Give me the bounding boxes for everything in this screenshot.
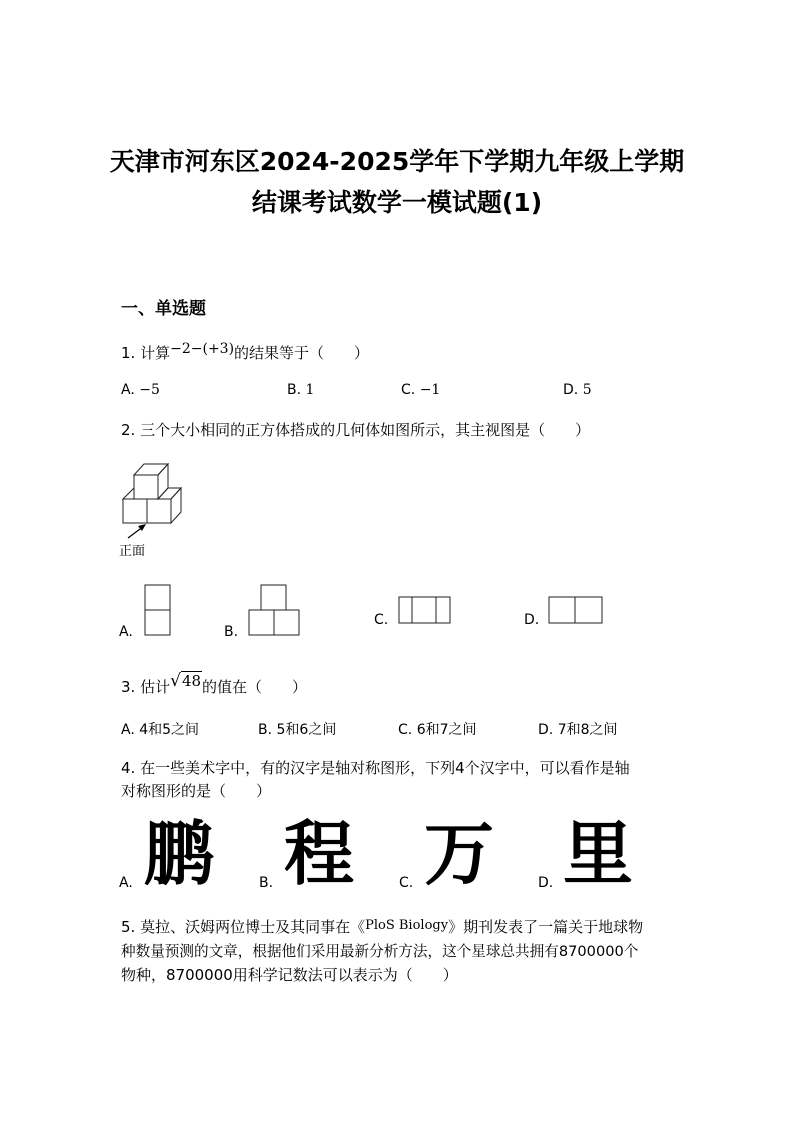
question-text-pre: 估计 [140, 678, 171, 696]
question-number: 1. [121, 344, 136, 362]
option-b[interactable] [258, 719, 336, 739]
option-c[interactable]: C. [399, 875, 414, 891]
option-a[interactable]: A. [119, 624, 133, 640]
question-1 [121, 342, 369, 363]
question-5-line-3: 物种，8700000用科学记数法可以表示为（ ） [121, 966, 458, 984]
option-c-character: 万 [424, 813, 494, 895]
option-value: −5 [139, 382, 160, 398]
figure-label-front: 正面 [119, 544, 146, 559]
question-number: 5. [121, 918, 136, 936]
option-label: C. [401, 382, 416, 398]
math-expression: −2−(+3) [170, 341, 235, 357]
question-2 [121, 419, 590, 440]
radical-sign: √ [170, 671, 181, 691]
option-a[interactable] [121, 382, 160, 398]
question-number: 3. [121, 678, 136, 696]
option-a[interactable] [121, 719, 199, 739]
question-5-line-2: 种数量预测的文章，根据他们采用最新分析方法，这个星球总共拥有8700000个 [121, 943, 639, 960]
option-b-character: 程 [284, 813, 354, 895]
option-b-figure [248, 584, 302, 638]
option-label: B. [287, 382, 302, 398]
option-b[interactable]: B. [259, 875, 274, 891]
option-value: 1 [305, 382, 315, 398]
section-heading: 一、单选题 [121, 299, 206, 319]
cubes-figure [118, 462, 188, 542]
question-text: 三个大小相同的正方体搭成的几何体如图所示，其主视图是（ ） [140, 421, 591, 439]
option-b[interactable]: B. [224, 624, 239, 640]
question-3 [121, 671, 308, 697]
option-label: C. [398, 722, 413, 738]
document-title-line-2: 结课考试数学一模试题(1) [251, 188, 543, 217]
question-text: 在一些美术字中，有的汉字是轴对称图形，下列4个汉字中，可以看作是轴 [140, 759, 630, 777]
option-d[interactable]: D. [524, 612, 540, 628]
question-text: 》期刊发表了一篇关于地球物 [448, 918, 644, 936]
option-label: A. [121, 382, 135, 398]
option-d[interactable]: D. [538, 875, 554, 891]
option-value: −1 [419, 382, 441, 398]
option-value: 6和7之间 [416, 722, 477, 738]
question-number: 4. [121, 759, 136, 777]
option-c[interactable] [398, 719, 477, 739]
option-a[interactable]: A. [119, 875, 133, 891]
option-value: 5和6之间 [276, 722, 337, 738]
question-5-line-1 [121, 916, 643, 937]
option-label: A. [121, 722, 135, 738]
sqrt-48 [170, 672, 202, 690]
document-title-line-1: 天津市河东区2024-2025学年下学期九年级上学期 [109, 147, 685, 176]
option-b[interactable] [287, 382, 314, 398]
option-c-figure [398, 596, 453, 626]
question-text: 莫拉、沃姆两位博士及其同事在《 [140, 918, 366, 936]
option-c[interactable]: C. [374, 612, 389, 628]
option-c[interactable] [401, 382, 440, 398]
question-text-post: 的结果等于（ ） [234, 344, 370, 362]
journal-name: PloS Biology [365, 918, 449, 933]
option-a-character: 鹏 [144, 813, 214, 895]
question-text-post: 的值在（ ） [202, 678, 308, 696]
option-d-figure [548, 596, 604, 626]
option-label: D. [563, 382, 579, 398]
option-label: B. [258, 722, 273, 738]
option-label: D. [538, 722, 554, 738]
question-4-line-2: 对称图形的是（ ） [121, 782, 272, 800]
question-4-line-1 [121, 757, 630, 778]
question-number: 2. [121, 421, 136, 439]
question-text-pre: 计算 [140, 344, 171, 362]
option-a-figure [144, 584, 172, 638]
option-value: 5 [582, 382, 592, 398]
option-d[interactable] [563, 382, 592, 398]
radicand: 48 [181, 672, 202, 690]
option-value: 4和5之间 [139, 722, 200, 738]
option-d-character: 里 [563, 813, 633, 895]
option-value: 7和8之间 [557, 722, 618, 738]
option-d[interactable] [538, 719, 618, 739]
